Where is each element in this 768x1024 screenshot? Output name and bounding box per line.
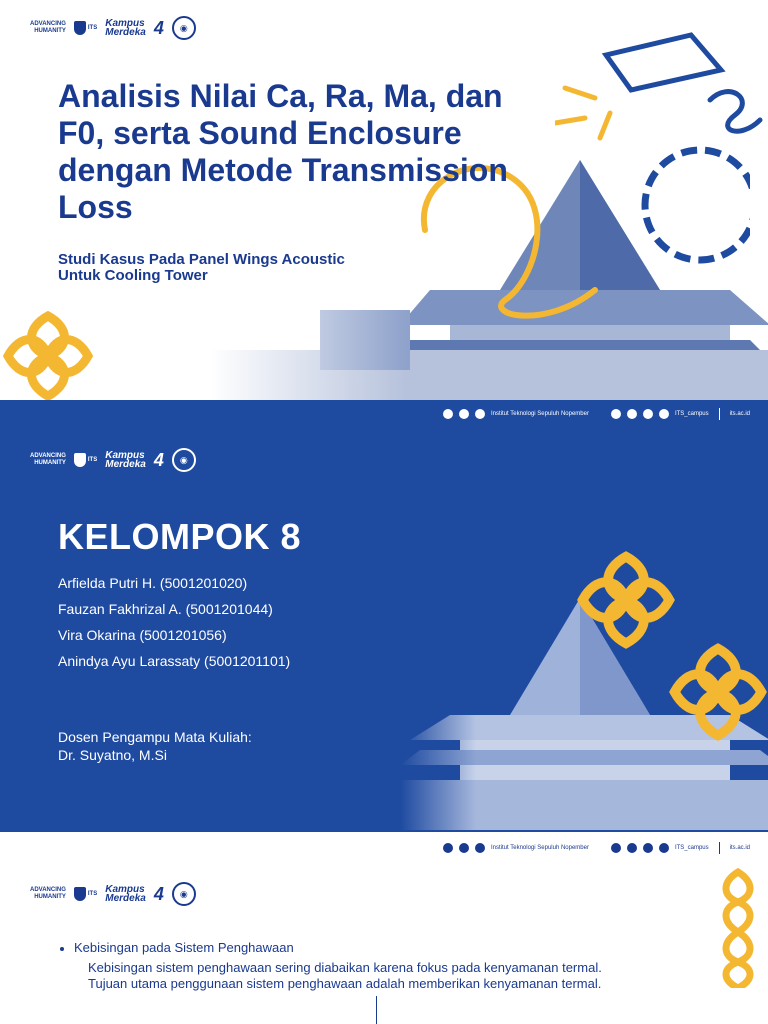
batik-flower-icon — [708, 868, 768, 988]
kampus-merdeka-logo: Kampus Merdeka — [105, 450, 146, 470]
logo-bar — [30, 882, 196, 906]
university-seal-icon: ◉ — [172, 882, 196, 906]
line-icon[interactable] — [643, 843, 653, 853]
body-text: Kebisingan sistem penghawaan sering diabaikan karena fokus pada kenyamanan termal. Tujuan utama penggunaan sistem penghawaan adalah memberikan kenyamanan termal. — [88, 960, 602, 991]
batik-flower-icon — [0, 308, 96, 404]
its-logo: ITS — [74, 453, 97, 467]
facebook-icon[interactable] — [443, 843, 453, 853]
partner-logo: 4 — [153, 449, 164, 470]
social-bar — [443, 408, 750, 420]
linkedin-icon[interactable] — [475, 409, 485, 419]
website-link[interactable]: its.ac.id — [729, 411, 750, 417]
youtube-icon[interactable] — [459, 843, 469, 853]
logo-bar — [30, 448, 196, 472]
logo-bar — [30, 16, 196, 40]
twitter-icon[interactable] — [611, 843, 621, 853]
advancing-humanity-logo: ADVANCING HUMANITY — [30, 453, 66, 466]
divider — [719, 842, 720, 854]
slide-group — [0, 430, 768, 868]
list-item: Vira Okarina (5001201056) — [58, 627, 227, 643]
social-bar — [443, 842, 750, 854]
presentation-title: Analisis Nilai Ca, Ra, Ma, dan F0, serta Sound Enclosure dengan Metode Transmission Loss — [58, 78, 508, 225]
instagram-icon[interactable] — [627, 843, 637, 853]
partner-logo: 4 — [153, 883, 164, 904]
kampus-merdeka-logo: Kampus Merdeka — [105, 18, 146, 38]
social-handle[interactable]: ITS_campus — [674, 845, 709, 851]
website-link[interactable]: its.ac.id — [729, 845, 750, 851]
institution-name: Institut Teknologi Sepuluh Nopember — [491, 411, 589, 417]
linkedin-icon[interactable] — [475, 843, 485, 853]
youtube-icon[interactable] — [459, 409, 469, 419]
its-logo: ITS — [74, 887, 97, 901]
tiktok-icon[interactable] — [659, 409, 669, 419]
batik-flower-icon — [666, 640, 768, 744]
kampus-merdeka-logo: Kampus Merdeka — [105, 884, 146, 904]
bullet-item: Kebisingan pada Sistem Penghawaan — [60, 940, 294, 955]
slide-title — [0, 0, 768, 430]
instagram-icon[interactable] — [627, 409, 637, 419]
list-item: Arfielda Putri H. (5001201020) — [58, 575, 248, 591]
lecturer-label: Dosen Pengampu Mata Kuliah: — [58, 729, 252, 745]
lecturer-block — [58, 728, 252, 764]
facebook-icon[interactable] — [443, 409, 453, 419]
institution-name: Institut Teknologi Sepuluh Nopember — [491, 845, 589, 851]
divider — [719, 408, 720, 420]
advancing-humanity-logo: ADVANCING HUMANITY — [30, 887, 66, 900]
presentation-subtitle: Studi Kasus Pada Panel Wings Acoustic Untuk Cooling Tower — [58, 251, 345, 284]
advancing-humanity-logo: ADVANCING HUMANITY — [30, 21, 66, 34]
social-handle[interactable]: ITS_campus — [674, 411, 709, 417]
footer-strip — [0, 400, 768, 430]
university-seal-icon: ◉ — [172, 16, 196, 40]
university-seal-icon: ◉ — [172, 448, 196, 472]
divider — [376, 996, 377, 1024]
its-logo: ITS — [74, 21, 97, 35]
member-list — [58, 570, 290, 674]
batik-flower-icon — [574, 548, 678, 652]
its-shield-icon — [74, 21, 86, 35]
lecturer-name: Dr. Suyatno, M.Si — [58, 747, 167, 763]
list-item: Anindya Ayu Larassaty (5001201101) — [58, 653, 291, 669]
sun-rays-decoration — [555, 78, 645, 148]
its-shield-icon — [74, 453, 86, 467]
bullet-icon — [60, 947, 64, 951]
its-shield-icon — [74, 887, 86, 901]
list-item: Fauzan Fakhrizal A. (5001201044) — [58, 601, 273, 617]
spring-decoration — [700, 80, 768, 170]
line-icon[interactable] — [643, 409, 653, 419]
group-heading: KELOMPOK 8 — [58, 516, 302, 557]
partner-logo: 4 — [153, 17, 164, 38]
group-panel — [0, 430, 768, 832]
twitter-icon[interactable] — [611, 409, 621, 419]
tiktok-icon[interactable] — [659, 843, 669, 853]
slide-content — [0, 868, 768, 1024]
